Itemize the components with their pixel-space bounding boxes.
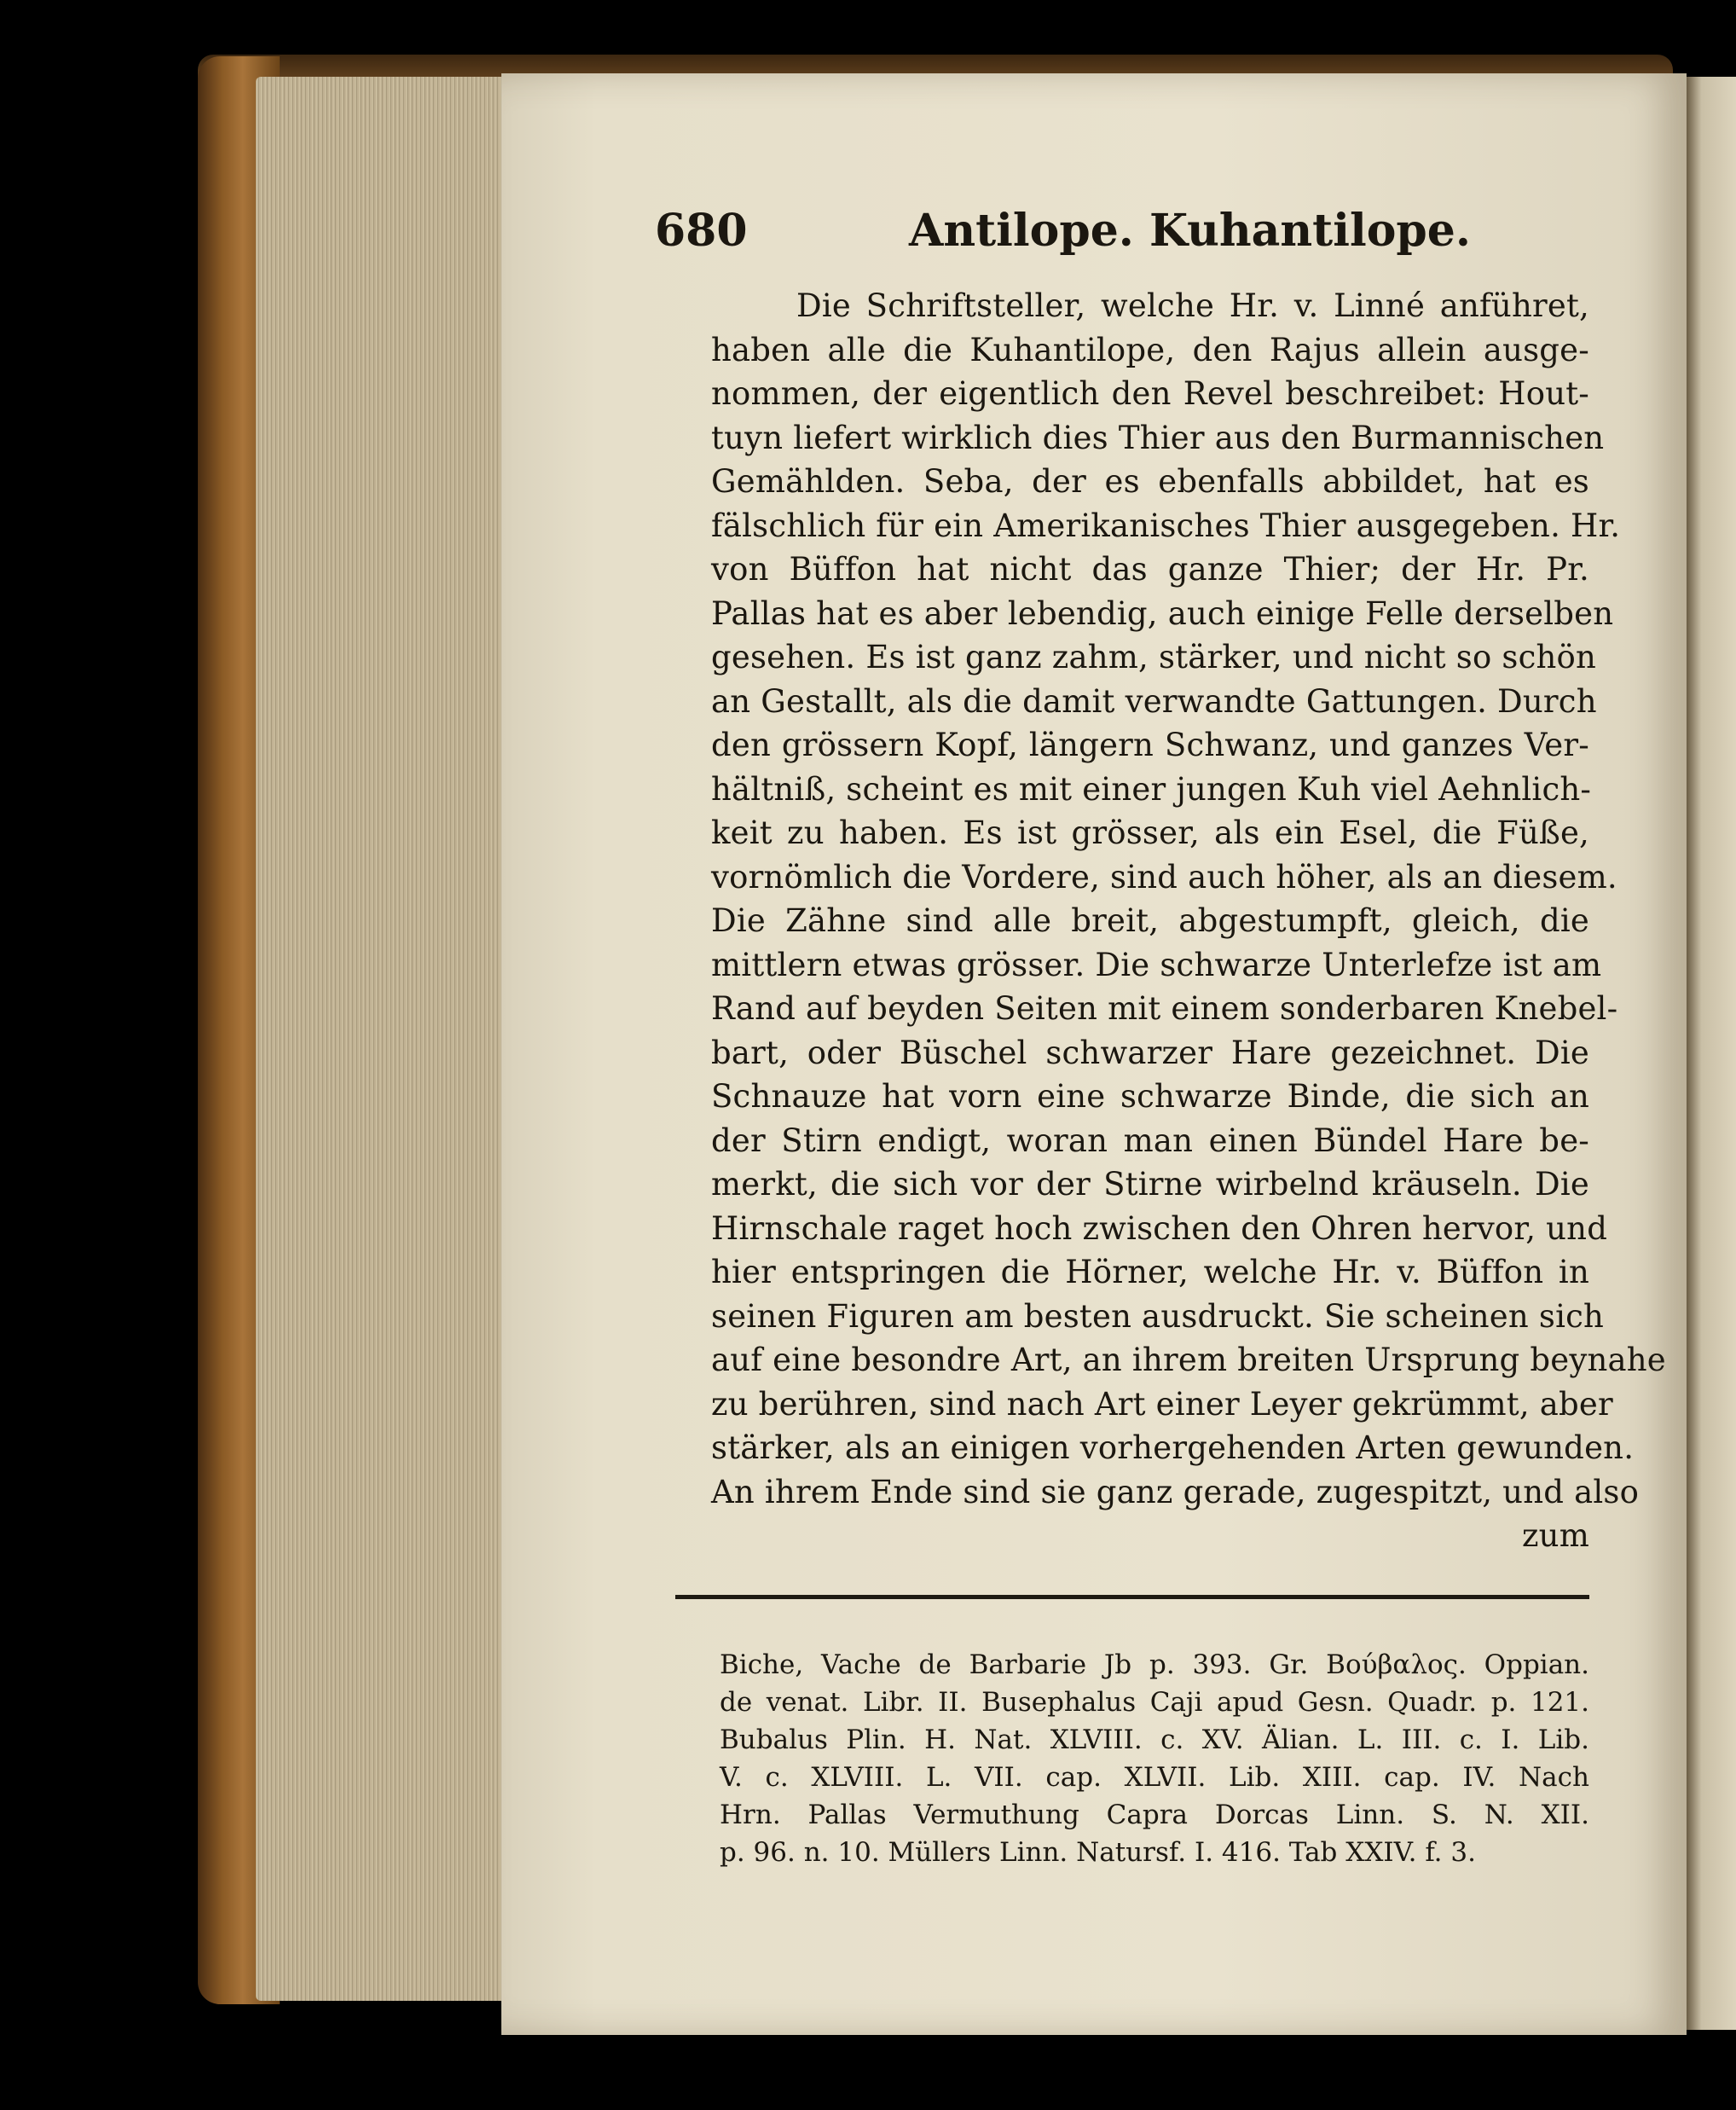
text-line: Die Zähne sind alle breit, abgestumpft, gleich, die (711, 902, 1589, 939)
facing-page-edge (1687, 77, 1736, 2030)
footnote-line: Hrn. Pallas Vermuthung Capra Dorcas Linn. S. N. XII. (720, 1800, 1589, 1830)
catchword: zum (1521, 1517, 1589, 1554)
footnote-line: Biche, Vache de Barbarie Jb p. 393. Gr. Βούβαλος. Oppian. (720, 1649, 1589, 1680)
text-line: hältniß, scheint es mit einer jungen Kuh viel Aehnlich- (711, 770, 1592, 808)
footnote (720, 1646, 1589, 1871)
text-line: nommen, der eigentlich den Revel beschreibet: Hout- (711, 375, 1589, 412)
text-line: Pallas hat es aber lebendig, auch einige Felle derselben (711, 594, 1614, 632)
text-line: keit zu haben. Es ist grösser, als ein Esel, die Füße, (711, 814, 1589, 851)
text-line: gesehen. Es ist ganz zahm, stärker, und nicht so schön (711, 639, 1597, 675)
text-line: Hirnschale raget hoch zwischen den Ohren hervor, und (711, 1209, 1608, 1247)
body-text (711, 284, 1666, 1558)
text-line: stärker, als an einigen vorhergehenden Arten gewunden. (711, 1429, 1635, 1466)
text-line: Schnauze hat vorn eine schwarze Binde, die sich an (711, 1078, 1589, 1115)
running-head (655, 205, 1601, 264)
text-line: der Stirn endigt, woran man einen Bündel Hare be- (711, 1122, 1589, 1159)
text-line: vornömlich die Vordere, sind auch höher, als an diesem. (711, 858, 1617, 896)
text-line: Gemählden. Seba, der es ebenfalls abbildet, hat es (711, 463, 1589, 500)
footnote-rule (675, 1595, 1589, 1599)
text-line: hier entspringen die Hörner, welche Hr. v. Büffon in (711, 1254, 1589, 1290)
text-line: fälschlich für ein Amerikanisches Thier ausgegeben. Hr. (711, 507, 1621, 544)
text-line: Rand auf beyden Seiten mit einem sonderbaren Knebel- (711, 990, 1618, 1027)
text-line: merkt, die sich vor der Stirne wirbelnd kräuseln. Die (711, 1166, 1589, 1203)
footnote-line: de venat. Libr. II. Busephalus Caji apud Gesn. Quadr. p. 121. (720, 1687, 1589, 1718)
text-line: seinen Figuren am besten ausdruckt. Sie scheinen sich (711, 1297, 1605, 1335)
footnote-line: p. 96. n. 10. Müllers Linn. Natursf. I. 416. Tab XXIV. f. 3. (720, 1837, 1476, 1868)
text-line: bart, oder Büschel schwarzer Hare gezeichnet. Die (711, 1034, 1589, 1071)
footnote-line: Bubalus Plin. H. Nat. XLVIII. c. XV. Älian. L. III. c. I. Lib. (720, 1725, 1589, 1755)
text-line: von Büffon hat nicht das ganze Thier; der Hr. Pr. (711, 551, 1589, 588)
text-line: den grössern Kopf, längern Schwanz, und ganzes Ver- (711, 727, 1589, 763)
text-line: mittlern etwas grösser. Die schwarze Unterlefze ist am (711, 946, 1602, 983)
text-line: Die Schriftsteller, welche Hr. v. Linné anführet, (796, 287, 1589, 324)
text-line: zu berühren, sind nach Art einer Leyer gekrümmt, aber (711, 1385, 1613, 1423)
text-line: haben alle die Kuhantilope, den Rajus allein ausge- (711, 331, 1589, 368)
text-line: tuyn liefert wirklich dies Thier aus den Burmannischen (711, 419, 1605, 456)
footnote-line: V. c. XLVIII. L. VII. cap. XLVII. Lib. XIII. cap. IV. Nach (720, 1762, 1589, 1793)
page-title: Antilope. Kuhantilope. (909, 205, 1471, 257)
page-edges (256, 77, 505, 2001)
page-number: 680 (655, 205, 748, 257)
text-line: An ihrem Ende sind sie ganz gerade, zugespitzt, und also (711, 1473, 1640, 1510)
text-line: an Gestallt, als die damit verwandte Gattungen. Durch (711, 682, 1597, 720)
text-line: auf eine besondre Art, an ihrem breiten Ursprung beynahe (711, 1342, 1666, 1378)
